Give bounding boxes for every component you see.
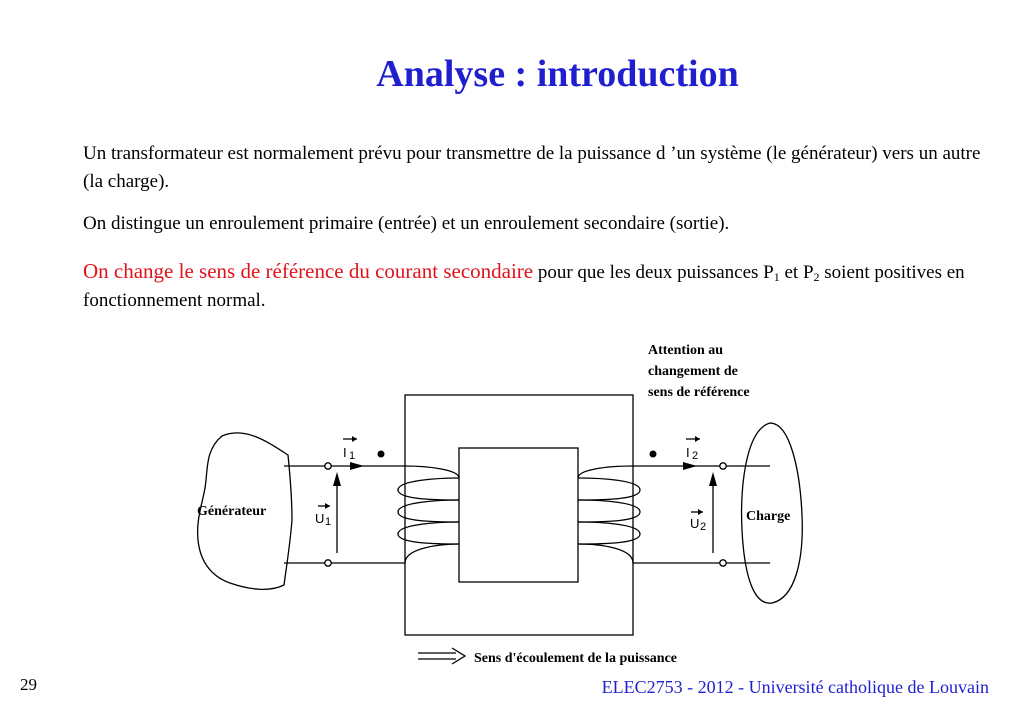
secondary-terminal-top: [720, 463, 726, 469]
highlight-text: On change le sens de référence du courant secondaire: [83, 259, 534, 283]
generator-label: Générateur: [197, 504, 267, 519]
primary-polarity-dot: [378, 451, 385, 458]
paragraph-windings: On distingue un enroulement primaire (entrée) et un enroulement secondaire (sortie).: [83, 213, 730, 234]
paragraph-intro: Un transformateur est normalement prévu pour transmettre de la puissance d ’un système (le générateur) vers un autre (la charge).: [83, 143, 981, 192]
i2-label: I: [686, 445, 690, 460]
secondary-polarity-dot: [650, 451, 657, 458]
subscript: 2: [813, 270, 820, 284]
u2-label: U: [690, 516, 700, 531]
i1-subscript: 1: [349, 450, 356, 462]
i1-label: I: [343, 445, 347, 460]
paragraph-text: pour que les deux puissances P: [533, 262, 774, 283]
footer-course: ELEC2753 - 2012 - Université catholique de Louvain: [601, 677, 989, 697]
paragraph-text: soient positives en fonctionnement normal.: [83, 262, 965, 311]
subscript: 1: [773, 270, 780, 284]
secondary-terminal-bottom: [720, 560, 726, 566]
attention-label-line1: Attention au: [648, 343, 724, 358]
u2-subscript: 2: [700, 521, 707, 533]
attention-label-line2: changement de: [648, 364, 738, 379]
slide-title: Analyse : introduction: [376, 53, 739, 95]
secondary-coil: [578, 466, 640, 563]
paragraph-text: et P: [779, 262, 814, 283]
power-flow-label: Sens d'écoulement de la puissance: [474, 651, 678, 666]
load-label: Charge: [746, 509, 791, 524]
attention-label-line3: sens de référence: [648, 385, 750, 400]
u1-subscript: 1: [325, 516, 332, 528]
primary-coil: [398, 466, 459, 563]
primary-terminal-bottom: [325, 560, 331, 566]
primary-terminal-top: [325, 463, 331, 469]
transformer-core-window: [459, 448, 578, 582]
i2-current-arrow: [683, 462, 697, 470]
u1-label: U: [315, 511, 325, 526]
page-number: 29: [20, 675, 37, 694]
i2-subscript: 2: [692, 450, 699, 462]
transformer-core-outer: [405, 395, 633, 635]
i1-current-arrow: [350, 462, 364, 470]
